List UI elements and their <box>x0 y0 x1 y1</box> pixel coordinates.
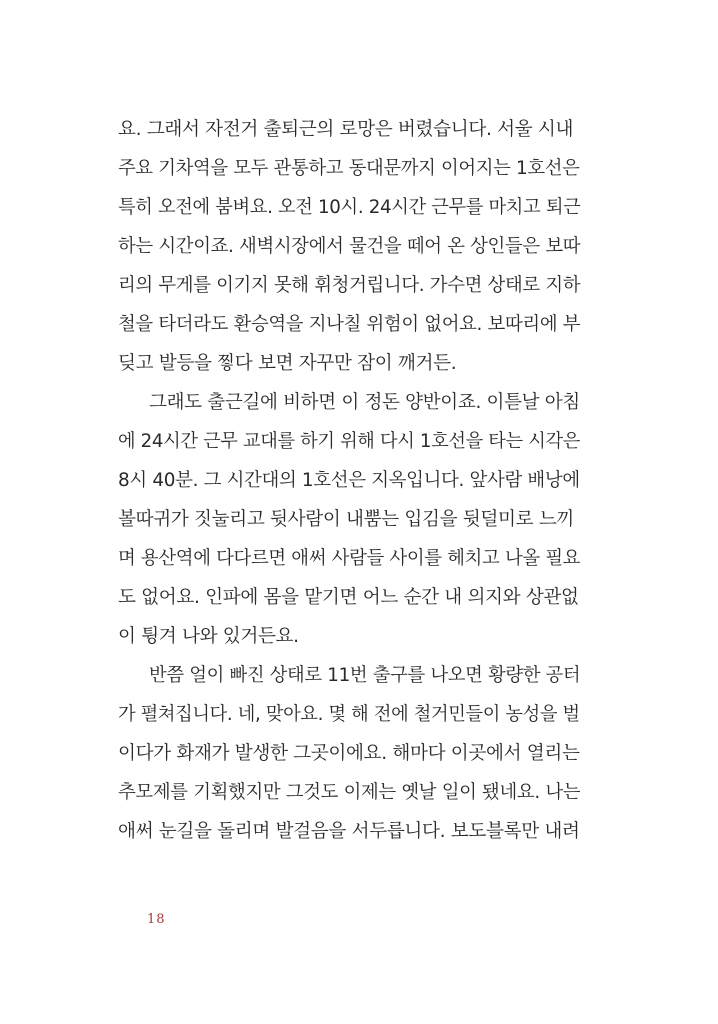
text-line: 리의 무게를 이기지 못해 휘청거립니다. 가수면 상태로 지하 <box>118 275 581 296</box>
text-line: 철을 타더라도 환승역을 지나칠 위험이 없어요. 보따리에 부 <box>118 314 581 335</box>
text-line: 특히 오전에 붐벼요. 오전 10시. 24시간 근무를 마치고 퇴근 <box>118 197 581 218</box>
text-line: 볼따귀가 짓눌리고 뒷사람이 내뿜는 입김을 뒷덜미로 느끼 <box>118 509 575 530</box>
text-line: 며 용산역에 다다르면 애써 사람들 사이를 헤치고 나올 필요 <box>118 548 581 569</box>
text-line: 딪고 발등을 찧다 보면 자꾸만 잠이 깨거든. <box>118 353 457 374</box>
text-line: 추모제를 기획했지만 그것도 이제는 옛날 일이 됐네요. 나는 <box>118 782 581 803</box>
text-line: 주요 기차역을 모두 관통하고 동대문까지 이어지는 1호선은 <box>118 158 580 179</box>
text-line: 이다가 화재가 발생한 그곳이에요. 해마다 이곳에서 열리는 <box>118 743 580 764</box>
text-line: 이 튕겨 나와 있거든요. <box>118 626 299 647</box>
text-line-indented: 반쯤 얼이 빠진 상태로 11번 출구를 나오면 황량한 공터 <box>149 665 581 686</box>
text-line: 하는 시간이죠. 새벽시장에서 물건을 떼어 온 상인들은 보따 <box>118 236 581 257</box>
page-number: 18 <box>147 912 166 927</box>
text-line: 가 펼쳐집니다. 네, 맞아요. 몇 해 전에 철거민들이 농성을 벌 <box>118 704 580 725</box>
text-line: 요. 그래서 자전거 출퇴근의 로망은 버렸습니다. 서울 시내 <box>118 119 574 140</box>
text-line: 도 없어요. 인파에 몸을 맡기면 어느 순간 내 의지와 상관없 <box>118 587 579 608</box>
text-line: 8시 40분. 그 시간대의 1호선은 지옥입니다. 앞사람 배낭에 <box>118 470 580 491</box>
text-line: 애써 눈길을 돌리며 발걸음을 서두릅니다. 보도블록만 내려 <box>118 821 580 842</box>
text-line-indented: 그래도 출근길에 비하면 이 정돈 양반이죠. 이튿날 아침 <box>149 392 580 413</box>
text-line: 에 24시간 근무 교대를 하기 위해 다시 1호선을 타는 시각은 <box>118 431 580 452</box>
